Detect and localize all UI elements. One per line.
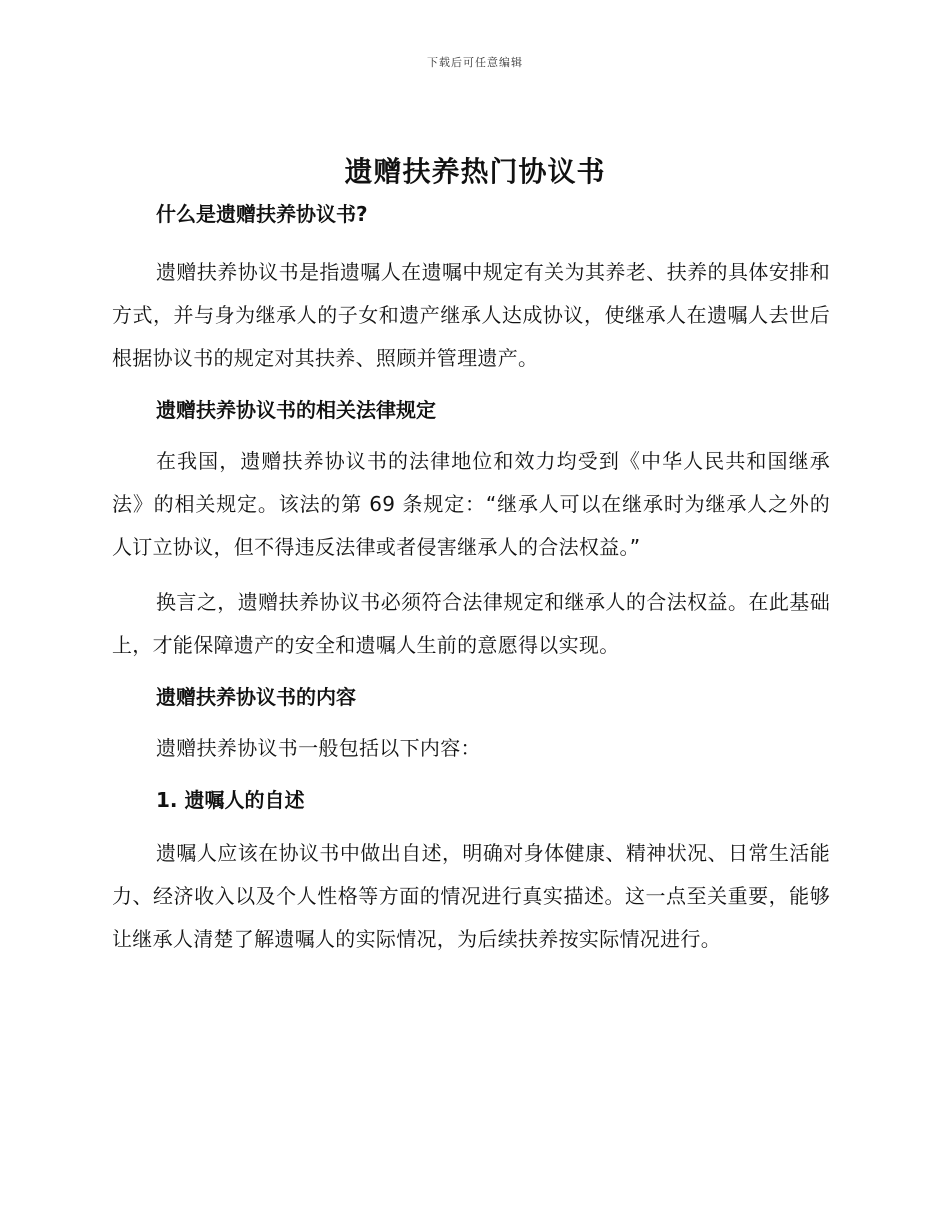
- header-note: 下载后可任意编辑: [427, 56, 523, 69]
- section-paragraph-legal: 在我国，遗赠扶养协议书的法律地位和效力均受到《中华人民共和国继承法》的相关规定。该法的第 69 条规定：“继承人可以在继承时为继承人之外的人订立协议，但不得违反法律或者侵害继承人的合法权益。”: [112, 449, 830, 559]
- section-paragraph-content-intro: 遗赠扶养协议书一般包括以下内容：: [156, 736, 481, 760]
- item-heading-self-statement: 1. 遗嘱人的自述: [156, 788, 305, 812]
- section-heading-legal: 遗赠扶养协议书的相关法律规定: [156, 398, 436, 422]
- section-paragraph-in-other-words: 换言之，遗赠扶养协议书必须符合法律规定和继承人的合法权益。在此基础上，才能保障遗产的安全和遗嘱人生前的意愿得以实现。: [112, 590, 830, 657]
- section-heading-content: 遗赠扶养协议书的内容: [156, 685, 356, 709]
- item-paragraph-self-statement: 遗嘱人应该在协议书中做出自述，明确对身体健康、精神状况、日常生活能力、经济收入以及个人性格等方面的情况进行真实描述。这一点至关重要，能够让继承人清楚了解遗嘱人的实际情况，为后续扶养按实际情况进行。: [112, 841, 830, 951]
- document-title: 遗赠扶养热门协议书: [344, 155, 606, 188]
- document-body: [112, 196, 830, 961]
- section-heading-what-is: 什么是遗赠扶养协议书?: [156, 202, 368, 226]
- section-paragraph-definition: 遗赠扶养协议书是指遗嘱人在遗嘱中规定有关为其养老、扶养的具体安排和方式，并与身为继承人的子女和遗产继承人达成协议，使继承人在遗嘱人去世后根据协议书的规定对其扶养、照顾并管理遗产。: [112, 260, 830, 370]
